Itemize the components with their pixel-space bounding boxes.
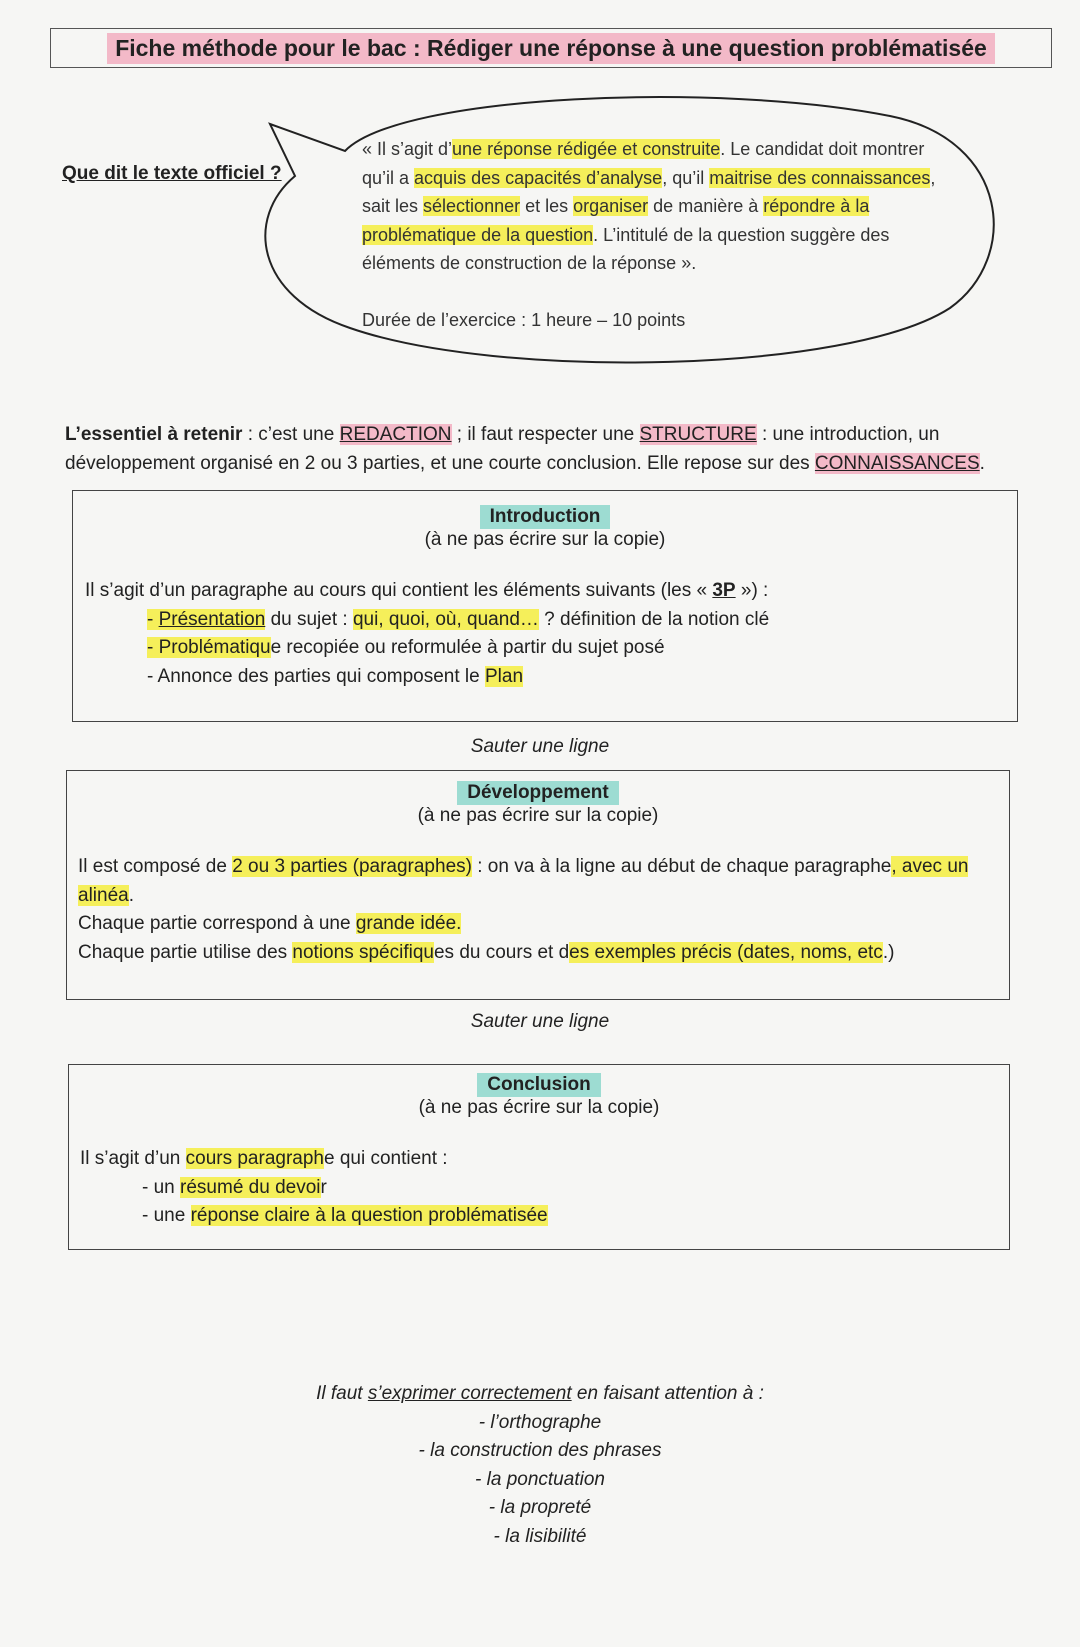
list-item (85, 606, 1017, 635)
quote-text: , sait les (362, 167, 936, 216)
quote-text: . Le candidat doit montrer qu’il a (362, 139, 925, 188)
keyword-redaction: REDACTION (339, 424, 452, 445)
final-text: en faisant attention à : (571, 1383, 764, 1404)
quote-text: « Il s’agit d’ (362, 139, 453, 159)
conc-text: - un (142, 1176, 181, 1198)
keyword-structure: STRUCTURE (639, 424, 757, 445)
quote-text: . L’intitulé de la question suggère des éléments de construction de la réponse ». (362, 224, 890, 273)
dev-text: Il est composé de (78, 856, 233, 877)
conc-highlight: réponse claire à la question problématisée (190, 1205, 548, 1226)
item-text: e recopiée ou reformulée à partir du sujet posé (270, 637, 665, 658)
dev-text: : on va à la ligne au début de chaque paragraphe (471, 856, 892, 877)
conclusion-heading: Conclusion (477, 1073, 600, 1097)
development-line (78, 853, 995, 910)
quote-highlight: une réponse rédigée et construite (452, 139, 721, 159)
conclusion-note: (à ne pas écrire sur la copie) (418, 1097, 660, 1118)
item-highlight: Plan (484, 665, 524, 687)
intro-text: Il s’agit d’un paragraphe au cours qui contient les éléments suivants (les « (85, 580, 713, 601)
item-dash: - (147, 608, 159, 630)
dev-highlight: grande idée. (355, 913, 462, 934)
quote-highlight: acquis des capacités d’analyse (414, 167, 663, 188)
dev-highlight: , avec un alinéa (78, 856, 969, 906)
dev-text: es du cours et d (433, 941, 570, 963)
conc-highlight: cours paragraph (185, 1148, 324, 1169)
dev-text: Chaque partie utilise des (78, 941, 293, 963)
conclusion-line (80, 1145, 1009, 1174)
official-text-label: Que dit le texte officiel ? (62, 163, 282, 184)
quote-highlight: sélectionner (423, 196, 521, 216)
intro-text: ») : (735, 580, 769, 601)
dev-text: . (128, 884, 134, 906)
final-item: - la lisibilité (493, 1525, 587, 1547)
dev-text: Chaque partie correspond à une (78, 913, 356, 934)
dev-text: .) (882, 941, 895, 963)
conc-text: - une (142, 1205, 191, 1226)
item-text: - Annonce des parties qui composent le (147, 665, 485, 687)
final-text: Il faut (316, 1383, 368, 1404)
item-highlight (159, 609, 266, 630)
dev-highlight: notions spécifiqu (292, 941, 434, 963)
exercise-duration: Durée de l’exercice : 1 heure – 10 points (362, 309, 686, 330)
introduction-note: (à ne pas écrire sur la copie) (424, 529, 666, 550)
introduction-box (72, 490, 1018, 722)
item-text: du sujet : (265, 608, 353, 630)
conc-text: e qui contient : (324, 1148, 448, 1169)
quote-highlight: répondre à la problématique de la question (362, 196, 870, 245)
development-heading: Développement (457, 781, 618, 805)
introduction-heading: Introduction (480, 505, 611, 529)
conclusion-box (68, 1064, 1010, 1250)
page-title: Fiche méthode pour le bac : Rédiger une réponse à une question problématisée (107, 33, 995, 64)
final-reminder (0, 1380, 1080, 1551)
list-item (85, 634, 1017, 663)
final-item: - la construction des phrases (418, 1440, 662, 1461)
development-line (78, 939, 995, 968)
final-item: - l’orthographe (478, 1411, 602, 1433)
quote-text: de manière à (648, 196, 764, 216)
development-note: (à ne pas écrire sur la copie) (417, 805, 659, 826)
intro-3p: 3P (712, 580, 736, 601)
essential-text: ; il faut respecter une (451, 424, 640, 445)
item-text: ? définition de la notion clé (538, 608, 770, 630)
item-dash: - (147, 637, 159, 658)
essential-text: : une introduction, un développement organisé en 2 ou 3 parties, et une courte conclusion. Elle repose sur des (65, 424, 940, 474)
quote-highlight: organiser (573, 196, 649, 216)
quote-highlight: maitrise des connaissances (709, 167, 931, 188)
conc-text: r (320, 1176, 327, 1198)
final-item: - la ponctuation (475, 1468, 605, 1490)
conc-highlight: résumé du devoi (180, 1176, 321, 1198)
quote-text: , qu’il (662, 167, 710, 188)
title-box (50, 28, 1052, 68)
dev-highlight: 2 ou 3 parties (paragraphes) (232, 856, 472, 877)
skip-line-note: Sauter une ligne (470, 1011, 610, 1032)
essential-text: : c’est une (242, 424, 340, 445)
final-underlined: s’exprimer correctement (367, 1383, 572, 1404)
item-highlight: Problématiqu (158, 637, 271, 658)
conc-text: Il s’agit d’un (80, 1148, 186, 1169)
item-keyword: Présentation (158, 608, 266, 630)
development-box (66, 770, 1010, 1000)
essential-paragraph (65, 420, 1025, 478)
official-quote (362, 135, 952, 334)
keyword-connaissances: CONNAISSANCES (814, 453, 980, 474)
quote-text: et les (520, 196, 574, 216)
introduction-lead (85, 577, 1017, 606)
list-item (85, 663, 1017, 692)
conclusion-item (80, 1174, 1009, 1203)
item-highlight: qui, quoi, où, quand… (352, 608, 539, 630)
final-lead (0, 1380, 1080, 1409)
essential-text: . (979, 453, 985, 474)
skip-line-note: Sauter une ligne (470, 736, 610, 757)
essential-lead: L’essentiel à retenir (65, 424, 243, 445)
final-item: - la propreté (488, 1497, 592, 1518)
dev-highlight: es exemples précis (dates, noms, etc (569, 941, 883, 963)
development-line (78, 910, 995, 939)
conclusion-item (80, 1202, 1009, 1231)
